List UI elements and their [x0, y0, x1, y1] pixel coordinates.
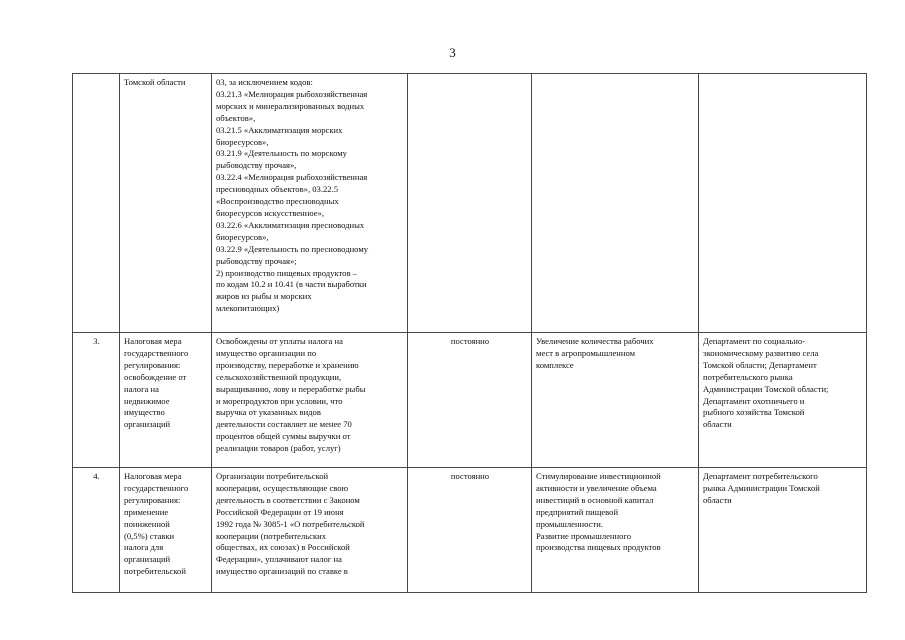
table-row: [73, 74, 867, 333]
cell-text-line: 03.21.5 «Акклиматизация морских: [216, 124, 343, 135]
goal-cell: [532, 468, 699, 593]
curator-cell: [699, 333, 867, 468]
cell-text-line: 2) производство пищевых продуктов –: [216, 267, 357, 278]
cell-text-line: Российской Федерации от 19 июня: [216, 506, 344, 517]
cell-text-line: экономическому развитию села: [703, 347, 819, 358]
cell-text-line: кооперации (потребительских: [216, 530, 327, 541]
row-number-cell: [73, 74, 120, 333]
condition-cell: [212, 333, 408, 468]
cell-text-line: млекопитающих): [216, 303, 280, 314]
cell-text-line: инвестиций в основной капитал: [536, 494, 654, 505]
condition-cell: [212, 468, 408, 593]
cell-text-line: государственного: [124, 482, 189, 493]
cell-text-line: потребительского рынка: [703, 371, 793, 382]
cell-text-line: обществах, их союзах) в Российской: [216, 542, 350, 553]
cell-text-line: Томской области; Департамент: [703, 359, 817, 370]
cell-text-line: биоресурсов»,: [216, 231, 269, 242]
goal-cell: [532, 74, 699, 333]
cell-text-line: «Воспроизводство пресноводных: [216, 196, 339, 207]
cell-text-line: 03.22.9 «Деятельность по пресноводному: [216, 243, 369, 254]
cell-text-line: сельскохозяйственной продукции,: [216, 371, 342, 382]
cell-text-line: активности и увеличение объема: [536, 482, 657, 493]
cell-text-line: имущество организации по: [216, 347, 317, 358]
cell-text-line: деятельность в соответствии с Законом: [216, 494, 360, 505]
cell-text-line: потребительской: [124, 566, 186, 577]
measure-cell: [120, 333, 212, 468]
cell-text-line: пониженной: [124, 518, 170, 529]
term-cell: постоянно: [408, 333, 532, 468]
goal-cell: [532, 333, 699, 468]
cell-text-line: мест в агропромышленном: [536, 347, 636, 358]
term-cell: постоянно: [408, 468, 532, 593]
cell-text-line: пресноводных объектов», 03.22.5: [216, 184, 339, 195]
cell-text-line: рыбоводству прочая»;: [216, 255, 297, 266]
cell-text-line: Департамент потребительского: [703, 471, 818, 481]
cell-text-line: 03.22.4 «Мелиорация рыбохозяйственная: [216, 172, 368, 183]
cell-text-line: комплексе: [536, 359, 574, 370]
cell-text-line: Освобождены от уплаты налога на: [216, 336, 343, 346]
cell-text-line: Департамент охотничьего и: [703, 395, 805, 406]
cell-text-line: рыбного хозяйства Томской: [703, 407, 805, 418]
cell-text-line: производства пищевых продуктов: [536, 542, 661, 553]
cell-text-line: Стимулирование инвестиционной: [536, 471, 661, 481]
cell-text-line: регулирования:: [124, 359, 181, 370]
cell-text-line: промышленности.: [536, 518, 603, 529]
cell-text-line: Департамент по социально-: [703, 336, 806, 346]
cell-text-line: предприятий пищевой: [536, 506, 619, 517]
cell-text-line: Администрации Томской области;: [703, 383, 829, 394]
row-number-cell: 4.: [73, 468, 120, 593]
cell-text-line: области: [703, 419, 732, 430]
cell-text-line: и морепродуктов при условии, что: [216, 395, 343, 406]
cell-text-line: 03.22.6 «Акклиматизация пресноводных: [216, 219, 365, 230]
cell-text-line: деятельности составляет не менее 70: [216, 419, 352, 430]
cell-text-line: применение: [124, 506, 169, 517]
cell-text-line: Организации потребительской: [216, 471, 329, 481]
cell-text-line: регулирования:: [124, 494, 181, 505]
cell-text-line: Томской области: [124, 77, 186, 87]
cell-text-line: объектов»,: [216, 112, 256, 123]
term-cell: [408, 74, 532, 333]
measure-cell: [120, 468, 212, 593]
cell-text-line: рыбоводству прочая»,: [216, 160, 297, 171]
cell-text-line: 03, за исключением кодов:: [216, 77, 313, 87]
cell-text-line: 03.21.3 «Мелиорация рыбохозяйственная: [216, 88, 368, 99]
cell-text-line: Налоговая мера: [124, 471, 182, 481]
cell-text-line: производству, переработке и хранению: [216, 359, 359, 370]
cell-text-line: Развитие промышленного: [536, 530, 632, 541]
cell-text-line: налога для: [124, 542, 164, 553]
cell-text-line: биоресурсов искусственное»,: [216, 207, 325, 218]
page-number: 3: [449, 45, 456, 60]
cell-text-line: рынка Администрации Томской: [703, 482, 820, 493]
cell-text-line: морских и минерализированных водных: [216, 100, 365, 111]
cell-text-line: недвижимое: [124, 395, 170, 406]
cell-text-line: биоресурсов»,: [216, 136, 269, 147]
cell-text-line: налога на: [124, 383, 159, 394]
cell-text-line: Налоговая мера: [124, 336, 182, 346]
cell-text-line: организаций: [124, 554, 171, 565]
cell-text-line: 1992 года № 3085-1 «О потребительской: [216, 518, 365, 529]
cell-text-line: Федерации», уплачивают налог на: [216, 554, 342, 565]
cell-text-line: выручка от указанных видов: [216, 407, 321, 418]
cell-text-line: освобождение от: [124, 371, 187, 382]
cell-text-line: кооперации, осуществляющие свою: [216, 482, 348, 493]
table-row: [73, 333, 867, 468]
cell-text-line: Увеличение количества рабочих: [536, 336, 654, 346]
cell-text-line: по кодам 10.2 и 10.41 (в части выработки: [216, 279, 367, 290]
curator-cell: [699, 468, 867, 593]
table-row: [73, 468, 867, 593]
cell-text-line: процентов общей суммы выручки от: [216, 431, 351, 442]
cell-text-line: области: [703, 494, 732, 505]
cell-text-line: имущество организаций по ставке в: [216, 566, 348, 577]
cell-text-line: имущество: [124, 407, 165, 418]
tax-measures-table: [72, 73, 867, 593]
cell-text-line: 03.21.9 «Деятельность по морскому: [216, 148, 347, 159]
cell-text-line: государственного: [124, 347, 189, 358]
cell-text-line: организаций: [124, 419, 171, 430]
curator-cell: [699, 74, 867, 333]
cell-text-line: жиров из рыбы и морских: [216, 291, 312, 302]
cell-text-line: (0,5%) ставки: [124, 530, 175, 541]
cell-text-line: реализации товаров (работ, услуг): [216, 443, 341, 454]
condition-cell: [212, 74, 408, 333]
measure-cell: [120, 74, 212, 333]
cell-text-line: выращиванию, лову и переработке рыбы: [216, 383, 366, 394]
row-number-cell: 3.: [73, 333, 120, 468]
